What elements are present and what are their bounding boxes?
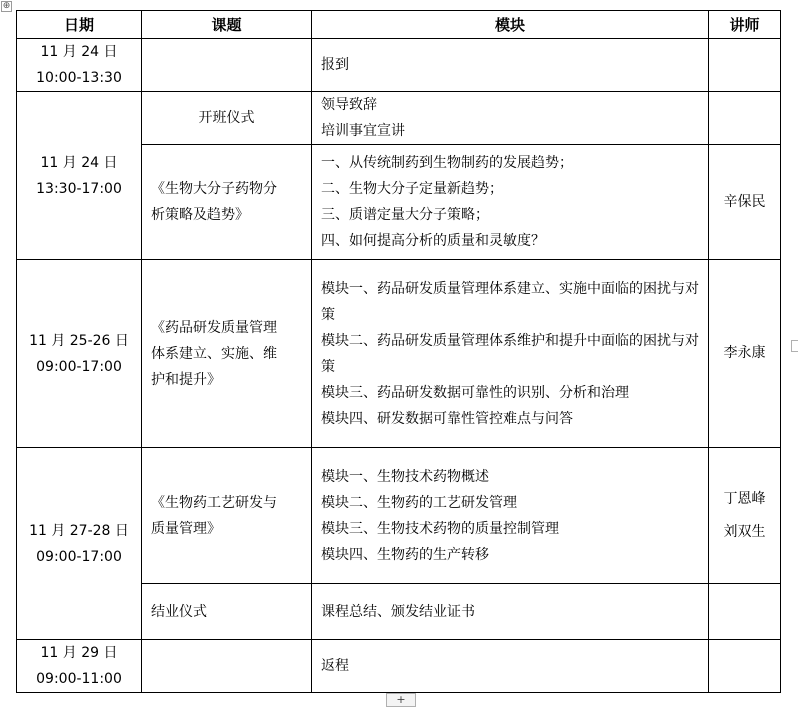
lecturer-name: 刘双生 xyxy=(723,523,766,540)
module-line: 模块四、生物药的生产转移 xyxy=(321,546,489,563)
topic-cell xyxy=(142,260,312,448)
table-move-handle-icon[interactable]: ⊕ xyxy=(2,1,11,11)
header-module: 模块 xyxy=(312,11,709,39)
lecturer-name: 丁恩峰 xyxy=(723,490,766,507)
lecturer-cell xyxy=(709,145,781,260)
module-cell xyxy=(312,640,709,693)
table-row xyxy=(17,448,781,584)
time-line: 09:00-17:00 xyxy=(36,548,122,565)
module-line: 模块三、生物技术药物的质量控制管理 xyxy=(321,520,559,537)
topic-line: 体系建立、实施、维 xyxy=(151,345,277,362)
lecturer-cell xyxy=(709,584,781,640)
date-cell xyxy=(17,640,142,693)
topic-cell xyxy=(142,640,312,693)
module-line: 三、质谱定量大分子策略； xyxy=(321,207,489,223)
module-line: 课程总结、颁发结业证书 xyxy=(321,603,475,620)
date-cell xyxy=(17,448,142,640)
module-cell xyxy=(312,145,709,260)
time-line: 09:00-17:00 xyxy=(36,358,122,375)
header-date: 日期 xyxy=(17,11,142,39)
table-row xyxy=(17,92,781,145)
topic-line: 《生物大分子药物分 xyxy=(151,181,277,197)
module-cell xyxy=(312,92,709,145)
module-line: 模块二、药品研发质量管理体系维护和提升中面临的困扰与对策 xyxy=(321,332,699,375)
topic-line: 《药品研发质量管理 xyxy=(151,319,277,336)
date-cell xyxy=(17,39,142,92)
module-line: 一、从传统制药到生物制药的发展趋势； xyxy=(321,155,573,171)
time-line: 09:00-11:00 xyxy=(36,671,122,687)
topic-line: 《生物药工艺研发与 xyxy=(151,494,277,511)
module-line: 培训事宜宣讲 xyxy=(321,123,405,139)
date-line: 11 月 24 日 xyxy=(40,44,118,60)
date-line: 11 月 25-26 日 xyxy=(29,332,129,349)
topic-line: 护和提升》 xyxy=(151,371,221,388)
lecturer-cell xyxy=(709,448,781,584)
module-cell xyxy=(312,448,709,584)
table-row xyxy=(17,640,781,693)
topic-cell xyxy=(142,448,312,584)
module-line: 二、生物大分子定量新趋势； xyxy=(321,181,503,197)
date-line: 11 月 24 日 xyxy=(40,154,118,171)
plus-icon: + xyxy=(396,693,406,706)
topic-line: 开班仪式 xyxy=(198,110,255,126)
header-topic: 课题 xyxy=(142,11,312,39)
topic-cell xyxy=(142,92,312,145)
date-cell xyxy=(17,92,142,260)
row-end-marker xyxy=(791,340,798,352)
topic-line: 质量管理》 xyxy=(151,520,221,537)
lecturer-name: 李永康 xyxy=(723,345,766,361)
time-line: 10:00-13:30 xyxy=(36,70,122,86)
topic-cell xyxy=(142,584,312,640)
table-row xyxy=(17,39,781,92)
module-line: 模块一、生物技术药物概述 xyxy=(321,468,489,485)
module-line: 报到 xyxy=(321,57,349,73)
module-line: 返程 xyxy=(321,658,349,674)
lecturer-cell xyxy=(709,260,781,448)
add-row-button[interactable] xyxy=(386,693,416,707)
schedule-table xyxy=(16,10,781,693)
time-line: 13:30-17:00 xyxy=(36,180,122,197)
lecturer-cell xyxy=(709,640,781,693)
module-cell xyxy=(312,39,709,92)
date-cell xyxy=(17,260,142,448)
module-line: 模块三、药品研发数据可靠性的识别、分析和治理 xyxy=(321,384,629,401)
topic-line: 析策略及趋势》 xyxy=(151,207,249,223)
module-line: 领导致辞 xyxy=(321,97,377,113)
module-cell xyxy=(312,260,709,448)
lecturer-cell xyxy=(709,39,781,92)
module-line: 模块一、药品研发质量管理体系建立、实施中面临的困扰与对策 xyxy=(321,280,699,323)
table-row xyxy=(17,260,781,448)
date-line: 11 月 27-28 日 xyxy=(29,522,129,539)
module-line: 模块二、生物药的工艺研发管理 xyxy=(321,494,517,511)
module-line: 四、如何提高分析的质量和灵敏度？ xyxy=(321,233,545,249)
lecturer-name: 辛保民 xyxy=(723,193,766,210)
lecturer-cell xyxy=(709,92,781,145)
header-row xyxy=(17,11,781,39)
module-cell xyxy=(312,584,709,640)
topic-line: 结业仪式 xyxy=(151,603,207,620)
date-line: 11 月 29 日 xyxy=(40,645,118,661)
topic-cell xyxy=(142,39,312,92)
module-line: 模块四、研发数据可靠性管控难点与问答 xyxy=(321,410,573,427)
header-lecturer: 讲师 xyxy=(709,11,781,39)
topic-cell xyxy=(142,145,312,260)
